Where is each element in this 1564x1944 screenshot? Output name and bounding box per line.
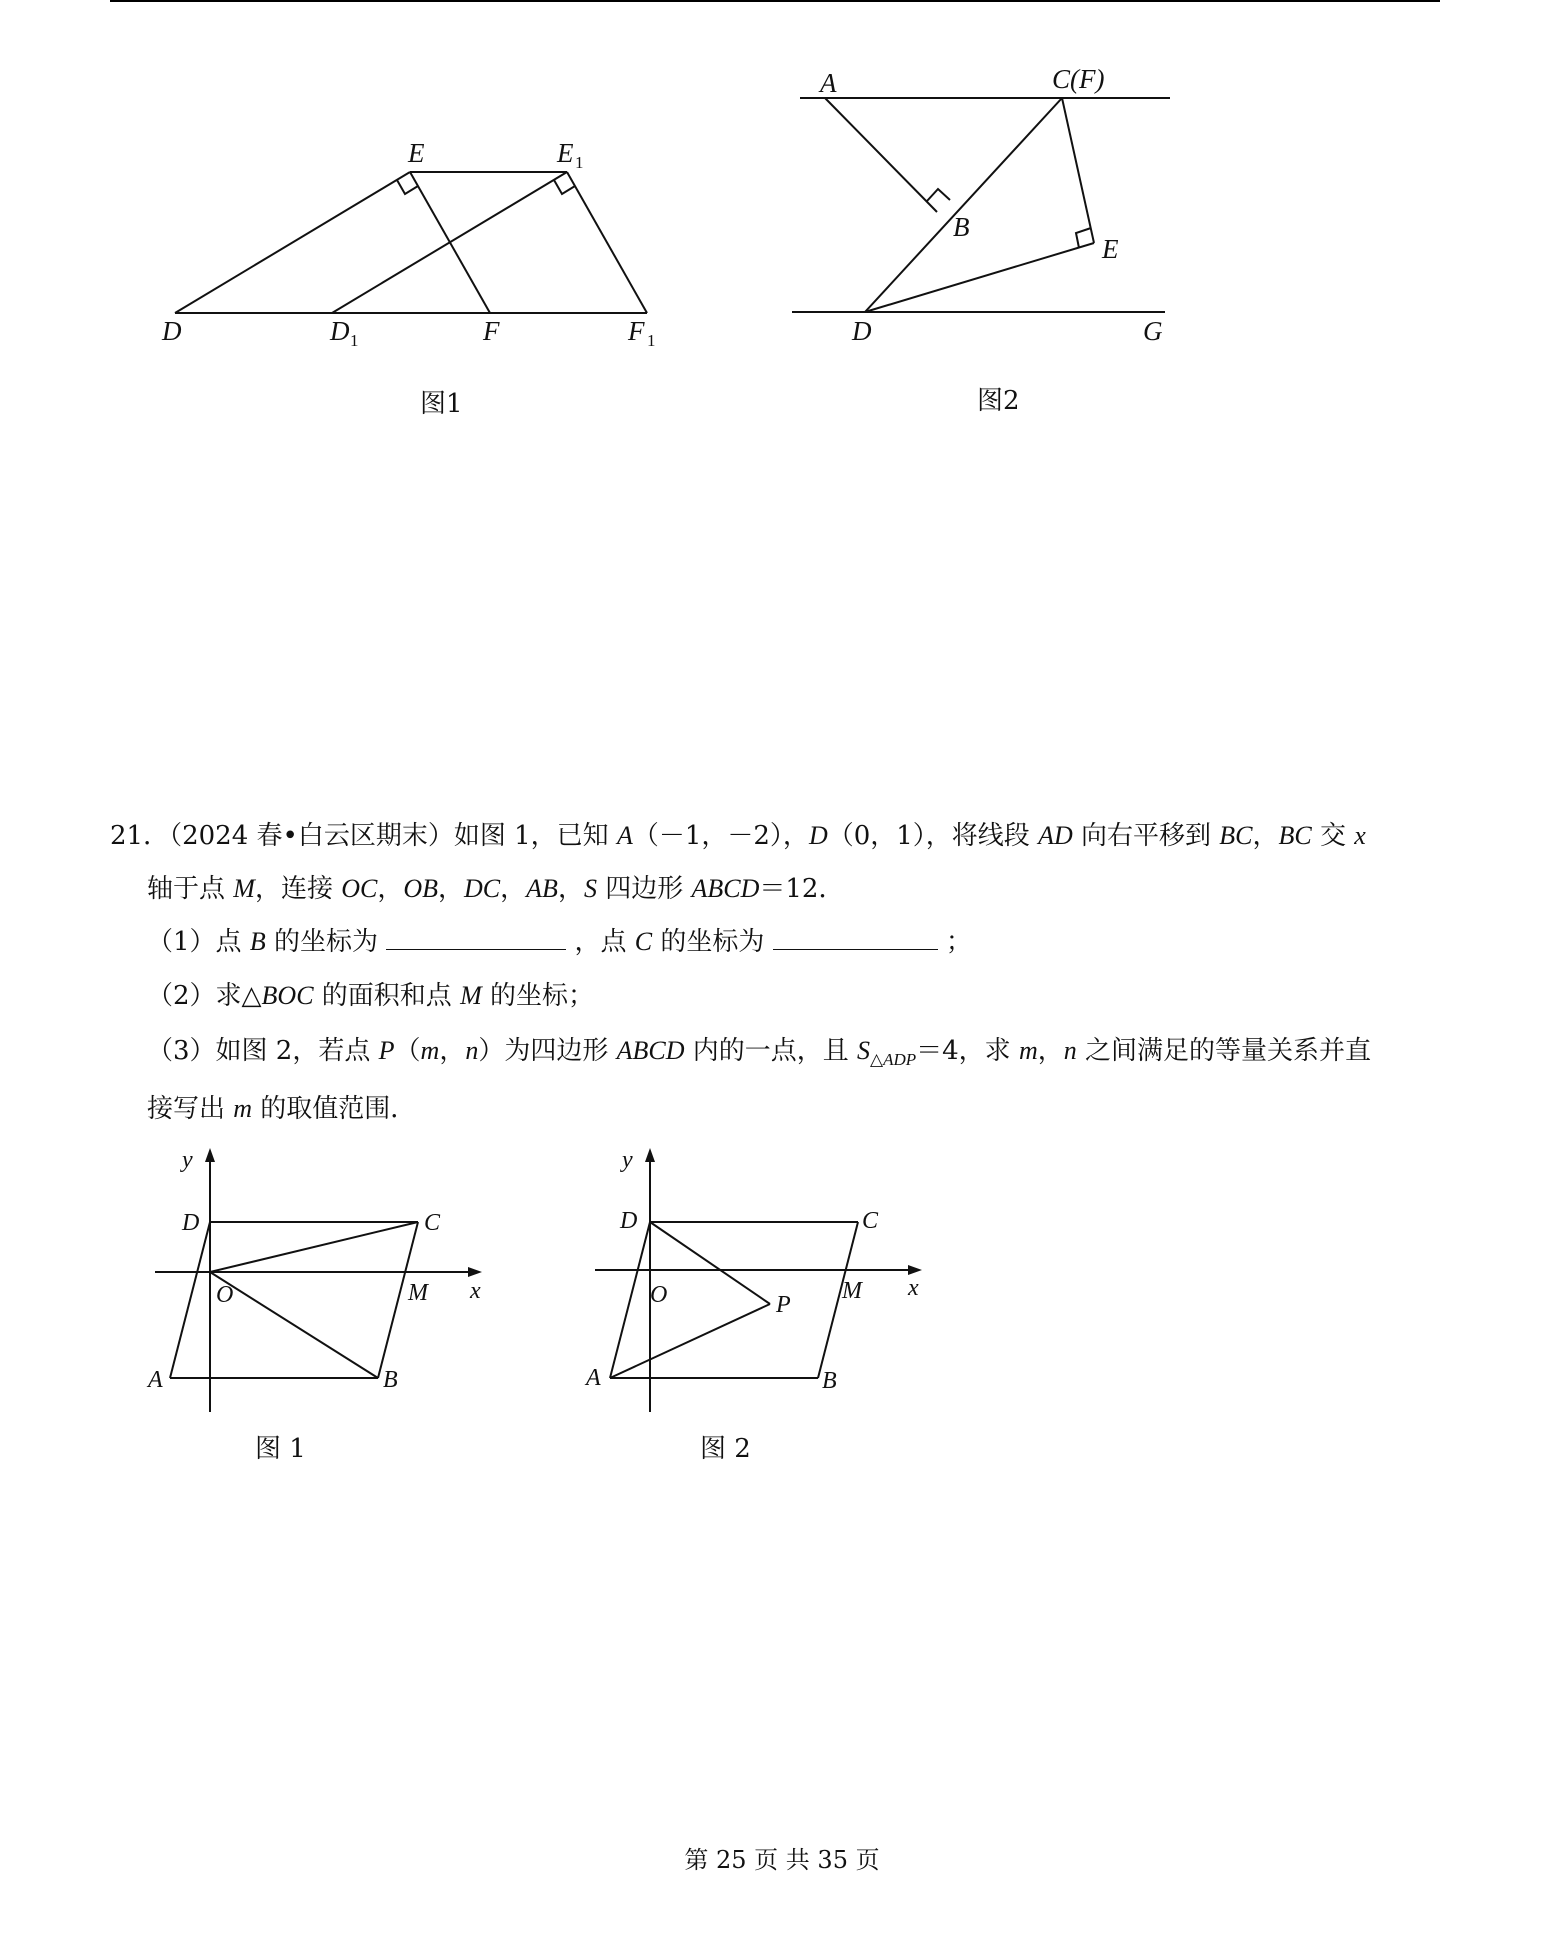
bottom-figure-2-caption: 图 2 xyxy=(700,1434,751,1464)
label-x: x xyxy=(470,1278,481,1304)
text: 内的一点，且 xyxy=(684,1036,858,1066)
text: ，点 xyxy=(566,927,635,957)
label-D1: D xyxy=(330,316,350,346)
label-y: y xyxy=(182,1147,193,1173)
subscript-ADP: △ADP xyxy=(870,1050,917,1070)
var-D: D xyxy=(808,821,828,850)
q21-line-2 xyxy=(147,873,844,905)
bottom-figure-1-caption: 图 1 xyxy=(255,1434,306,1464)
bottom-figure-1 xyxy=(140,1140,500,1420)
var-C: C xyxy=(634,927,653,956)
label-F1: F xyxy=(628,316,645,346)
line-DP xyxy=(650,1222,770,1304)
page-footer: 第 25 页 共 35 页 xyxy=(684,1846,880,1874)
text: （2）求△ xyxy=(147,981,262,1011)
var-A: A xyxy=(616,821,633,850)
top-figure-2-caption: 图2 xyxy=(977,386,1020,416)
label-O: O xyxy=(650,1282,668,1308)
text: ； xyxy=(937,927,972,957)
top-figure-2 xyxy=(780,50,1200,350)
answer-blank-B[interactable] xyxy=(386,929,566,950)
q21-part-2 xyxy=(147,980,594,1012)
label-E1: E xyxy=(557,138,574,168)
text: ＝4，求 xyxy=(916,1036,1019,1066)
label-D: D xyxy=(852,316,872,346)
line-DE xyxy=(865,243,1094,312)
label-M: M xyxy=(842,1278,862,1304)
label-D: D xyxy=(162,316,182,346)
var-M: M xyxy=(460,981,482,1010)
label-D: D xyxy=(620,1208,638,1234)
var-OB: OB xyxy=(403,874,439,903)
bottom-figure-2 xyxy=(580,1140,950,1420)
var-n: n xyxy=(1063,1036,1077,1065)
var-S: S xyxy=(583,874,597,903)
var-n: n xyxy=(465,1036,479,1065)
text: 的坐标为 xyxy=(265,927,387,957)
top-rule xyxy=(110,0,1440,2)
text: ， xyxy=(438,874,465,904)
label-A: A xyxy=(586,1365,601,1391)
text: ， xyxy=(377,874,404,904)
var-BOC: BOC xyxy=(261,981,314,1010)
text: ， xyxy=(1252,821,1279,851)
text: （3）如图 2，若点 xyxy=(147,1036,379,1066)
var-m: m xyxy=(420,1036,440,1065)
q21-line-1 xyxy=(110,820,1366,852)
label-P: P xyxy=(776,1292,791,1318)
text: 交 xyxy=(1311,821,1355,851)
label-CF: C(F) xyxy=(1052,64,1105,94)
text: 的坐标为 xyxy=(652,927,773,957)
var-ABCD: ABCD xyxy=(616,1036,685,1065)
label-C: C xyxy=(424,1210,441,1236)
text: （1）点 xyxy=(147,927,250,957)
var-BC: BC xyxy=(1278,821,1312,850)
text: ， xyxy=(500,874,527,904)
line-CD xyxy=(865,98,1062,312)
text: 的面积和点 xyxy=(313,981,461,1011)
label-B: B xyxy=(822,1368,837,1394)
text: 轴于点 xyxy=(147,874,234,904)
text: 向右平移到 xyxy=(1072,821,1220,851)
text: ， xyxy=(557,874,584,904)
var-BC: BC xyxy=(1219,821,1253,850)
text: （－1，－2）， xyxy=(632,821,809,851)
text: ，连接 xyxy=(254,874,342,904)
text: 的取值范围． xyxy=(252,1094,417,1124)
y-axis-arrow xyxy=(645,1148,655,1162)
q21-part-1 xyxy=(147,926,972,958)
question-number: 21． xyxy=(110,821,170,851)
label-A: A xyxy=(820,68,837,98)
var-AB: AB xyxy=(526,874,558,903)
var-AD: AD xyxy=(1038,821,1073,850)
top-figure-1 xyxy=(150,130,690,350)
label-y: y xyxy=(622,1147,633,1173)
label-C: C xyxy=(862,1208,879,1234)
line-DA xyxy=(610,1222,650,1378)
label-B: B xyxy=(383,1367,398,1393)
q21-part-3 xyxy=(147,1035,1371,1071)
var-DC: DC xyxy=(464,874,501,903)
x-axis-arrow xyxy=(908,1265,922,1275)
question-source: （2024 春•白云区期末） xyxy=(169,821,454,851)
label-F1-sub: 1 xyxy=(647,331,656,350)
line-DA xyxy=(170,1222,210,1378)
label-E: E xyxy=(1102,234,1119,264)
line-AB xyxy=(825,98,937,212)
right-angle-B xyxy=(927,189,950,201)
var-ABCD: ABCD xyxy=(691,874,760,903)
text: 接写出 xyxy=(147,1094,234,1124)
label-O: O xyxy=(216,1282,234,1308)
text: （ xyxy=(394,1036,421,1066)
label-D: D xyxy=(182,1210,200,1236)
text: 的坐标； xyxy=(481,981,595,1011)
label-G: G xyxy=(1143,316,1163,346)
text: ＝12． xyxy=(759,874,845,904)
text: 之间满足的等量关系并直 xyxy=(1076,1036,1372,1066)
var-m: m xyxy=(1018,1036,1038,1065)
var-S: S xyxy=(857,1036,871,1065)
line-DE xyxy=(175,172,410,313)
line-OB xyxy=(210,1272,378,1378)
line-PA xyxy=(610,1304,770,1378)
text: ）为四边形 xyxy=(478,1036,617,1066)
var-B: B xyxy=(249,927,266,956)
var-OC: OC xyxy=(341,874,378,903)
top-figure-1-caption: 图1 xyxy=(420,389,463,419)
label-M: M xyxy=(408,1280,428,1306)
text: 如图 1，已知 xyxy=(453,821,617,851)
text: （0，1），将线段 xyxy=(827,821,1039,851)
text: ， xyxy=(1037,1036,1064,1066)
text: 四边形 xyxy=(596,874,692,904)
var-M: M xyxy=(233,874,255,903)
x-axis-arrow xyxy=(468,1267,482,1277)
line-EF xyxy=(410,172,490,313)
var-P: P xyxy=(378,1036,395,1065)
answer-blank-C[interactable] xyxy=(773,929,938,950)
text: ， xyxy=(439,1036,466,1066)
label-x: x xyxy=(908,1275,919,1301)
line-OC xyxy=(210,1222,418,1272)
q21-part-3-cont xyxy=(147,1093,416,1125)
label-E1-sub: 1 xyxy=(575,153,584,172)
label-F: F xyxy=(483,316,500,346)
line-CE xyxy=(1062,98,1094,243)
label-A: A xyxy=(148,1367,163,1393)
label-D1-sub: 1 xyxy=(350,331,359,350)
var-m: m xyxy=(233,1094,253,1123)
line-E1F1 xyxy=(567,172,647,313)
label-E: E xyxy=(408,138,425,168)
y-axis-arrow xyxy=(205,1148,215,1162)
label-B: B xyxy=(953,212,970,242)
var-x: x xyxy=(1354,821,1366,850)
